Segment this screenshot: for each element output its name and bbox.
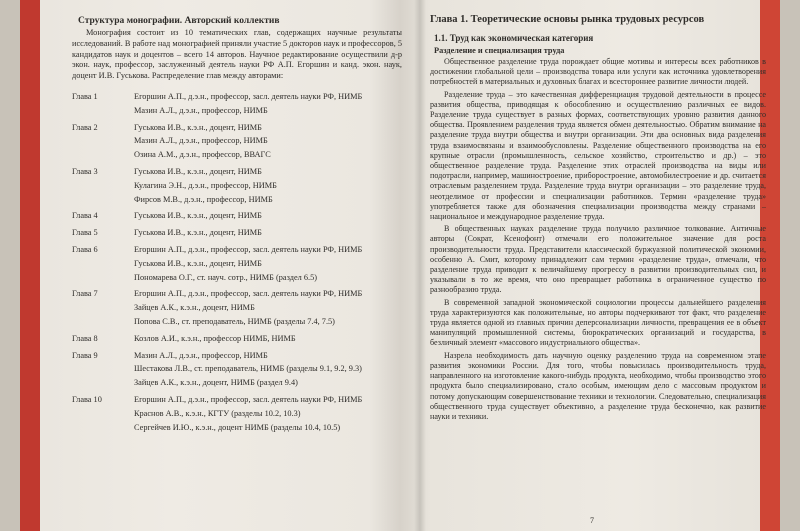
chapter-author-group bbox=[72, 289, 402, 330]
chapter-label: Глава 2 bbox=[72, 122, 98, 132]
author-entry: Егоршин А.П., д.э.н., профессор, засл. деятель науки РФ, НИМБ bbox=[134, 91, 363, 101]
author-entry: Гуськова И.В., к.э.н., доцент, НИМБ bbox=[134, 122, 262, 132]
body-paragraph: Назрела необходимость дать научную оценку разделению труда на современном этапе развития экономики России. Для того, чтобы повысилась производительность труда, направленного на изготовление какого-нибудь продукта, необходимо, чтобы производство этого продукта было специализировано, стало особым, имеющим дело с массовым продуктом и потому допускающим совершенствование техники и технологии. Следовательно, специализация общественного труда существует объективно, а разделение труда бесконечно, как развитие науки и техники. bbox=[430, 350, 766, 421]
chapter-label: Глава 1 bbox=[72, 91, 98, 101]
author-entry: Пономарева О.Г., ст. науч. сотр., НИМБ (раздел 6.5) bbox=[134, 272, 317, 282]
right-page bbox=[430, 0, 766, 531]
chapter-author-group bbox=[72, 351, 402, 392]
author-entry: Шестакова Л.В., ст. преподаватель, НИМБ (разделы 9.1, 9.2, 9.3) bbox=[134, 364, 362, 374]
body-paragraph: В общественных науках разделение труда получило различное толкование. Античные авторы (Сократ, Ксенофонт) отмечали его положительное значение для роста производительности труда. Представители классической буржуазной политической экономии, особенно А. Смит, которому принадлежит сам термин «разделение труда», отмечали, что разделение труда приводит к величайшему прогрессу в развитии производительных сил, и указывали в то же время, что оно превращает работника в ограниченное существо по разнообразию труда. bbox=[430, 224, 766, 295]
book-gutter bbox=[414, 0, 426, 531]
body-paragraph: Общественное разделение труда порождает общие мотивы и интересы всех работников в достижении глобальной цели – производства товара или услуги как источника удовлетворения потребностей в материальных и духовных благах и всестороннее развитие личности людей. bbox=[430, 57, 766, 87]
author-entry: Фирсов М.В., д.э.н., профессор, НИМБ bbox=[134, 194, 273, 204]
author-entry: Гуськова И.В., к.э.н., доцент, НИМБ bbox=[134, 258, 262, 268]
author-entry: Озина А.М., д.э.н., профессор, ВВАГС bbox=[134, 150, 271, 160]
author-entry: Краснов А.В., к.э.н., КГТУ (разделы 10.2, 10.3) bbox=[134, 408, 301, 418]
author-entry: Мазин А.Л., д.э.н., профессор, НИМБ bbox=[134, 105, 268, 115]
body-paragraph: В современной западной экономической социологии процессы дальнейшего разделения труда характеризуются как положительные, но авторы подчеркивают тот факт, что разделение труда является одной из главных причин деперсонализации личности, превращения ее в объект манипуляций промышленной системы, бюрократических организаций и государства, в безличный элемент «массового индустриального общества». bbox=[430, 297, 766, 348]
chapter-label: Глава 4 bbox=[72, 211, 98, 221]
author-entry: Егоршин А.П., д.э.н., профессор, засл. деятель науки РФ, НИМБ bbox=[134, 244, 363, 254]
author-entry: Егоршин А.П., д.э.н., профессор, засл. деятель науки РФ, НИМБ bbox=[134, 394, 363, 404]
chapter-author-group bbox=[72, 123, 402, 164]
chapter-label: Глава 10 bbox=[72, 394, 102, 404]
chapter-author-group bbox=[72, 334, 402, 348]
chapter-label: Глава 9 bbox=[72, 350, 98, 360]
author-entry: Егоршин А.П., д.э.н., профессор, засл. деятель науки РФ, НИМБ bbox=[134, 289, 363, 299]
chapter-label: Глава 6 bbox=[72, 244, 98, 254]
author-entry: Мазин А.Л., д.э.н., профессор, НИМБ bbox=[134, 136, 268, 146]
chapter-label: Глава 8 bbox=[72, 333, 98, 343]
chapter-author-group bbox=[72, 395, 402, 436]
author-entry: Гуськова И.В., к.э.н., доцент, НИМБ bbox=[134, 166, 262, 176]
section-title: Структура монографии. Авторский коллектив bbox=[78, 16, 280, 26]
chapter-label: Глава 7 bbox=[72, 289, 98, 299]
author-entry: Кулагина Э.Н., д.э.н., профессор, НИМБ bbox=[134, 180, 277, 190]
author-entry: Мазин А.Л., д.э.н., профессор, НИМБ bbox=[134, 350, 268, 360]
body-paragraph: Разделение труда – это качественная дифференциация трудовой деятельности в процессе развития общества, приводящая к обособлению и осуществлению различных ее видов. Разделение труда существует в разных формах, соответствующих уровню развития данного общества. Проявлением разделения труда является обмен деятельностью. Обратим внимание на разделение труда внутри общества и внутри организации. Эти два основных вида разделения труда взаимосвязаны и взаимообусловлены. Разделение общественного производства на его крупные отрасли (промышленность, сельское хозяйство, строительство и др.) – это общественное разделение труда. Разделение этих отраслей производства на виды или подотрасли, например, машиностроение, приборостроение, автомобилестроение и др. считается отраслевым разделением труда. Разделение труда внутри организации – это разделение труда, неотделимое от профессии и специализации работников. Термин «разделение труда» употребляется также для обозначения специализации производства между странами – национальное и международное разделение труда. bbox=[430, 89, 766, 222]
authors-list bbox=[72, 92, 402, 436]
intro-paragraph: Монография состоит из 10 тематических глав, содержащих научные результаты исследований. В работе над монографией приняли участие 5 докторов наук и профессоров, 5 кандидатов наук и доцентов – всего 14 авторов. Научное редактирование осуществили д-р экон. наук, профессор, заслуженный деятель науки РФ А.П. Егоршин и канд. экон. наук, доцент И.В. Гуськова. Распределение глав между авторами: bbox=[72, 28, 402, 81]
chapter-label: Глава 5 bbox=[72, 228, 98, 238]
body-text bbox=[430, 57, 766, 422]
chapter-author-group bbox=[72, 167, 402, 208]
author-entry: Зайцев А.К., к.э.н., доцент, НИМБ bbox=[134, 303, 255, 313]
subsection-heading: Разделение и специализация труда bbox=[434, 46, 565, 55]
chapter-author-group bbox=[72, 228, 402, 242]
chapter-label: Глава 3 bbox=[72, 166, 98, 176]
section-heading: 1.1. Труд как экономическая категория bbox=[434, 33, 594, 43]
author-entry: Зайцев А.К., к.э.н., доцент, НИМБ (раздел 9.4) bbox=[134, 378, 298, 388]
author-entry: Попова С.В., ст. преподаватель, НИМБ (разделы 7.4, 7.5) bbox=[134, 316, 335, 326]
left-page bbox=[72, 0, 402, 531]
chapter-title: Глава 1. Теоретические основы рынка трудовых ресурсов bbox=[430, 14, 705, 25]
chapter-author-group bbox=[72, 211, 402, 225]
author-entry: Гуськова И.В., к.э.н., доцент, НИМБ bbox=[134, 211, 262, 221]
red-cover-edge-left bbox=[20, 0, 40, 531]
book-spread bbox=[20, 0, 780, 531]
author-entry: Козлов А.И., к.э.н., профессор НИМБ, НИМБ bbox=[134, 333, 296, 343]
chapter-author-group bbox=[72, 245, 402, 286]
chapter-author-group bbox=[72, 92, 402, 120]
author-entry: Гуськова И.В., к.э.н., доцент, НИМБ bbox=[134, 228, 262, 238]
author-entry: Сергейчев И.Ю., к.э.н., доцент НИМБ (разделы 10.4, 10.5) bbox=[134, 422, 341, 432]
page-number: 7 bbox=[590, 516, 594, 525]
